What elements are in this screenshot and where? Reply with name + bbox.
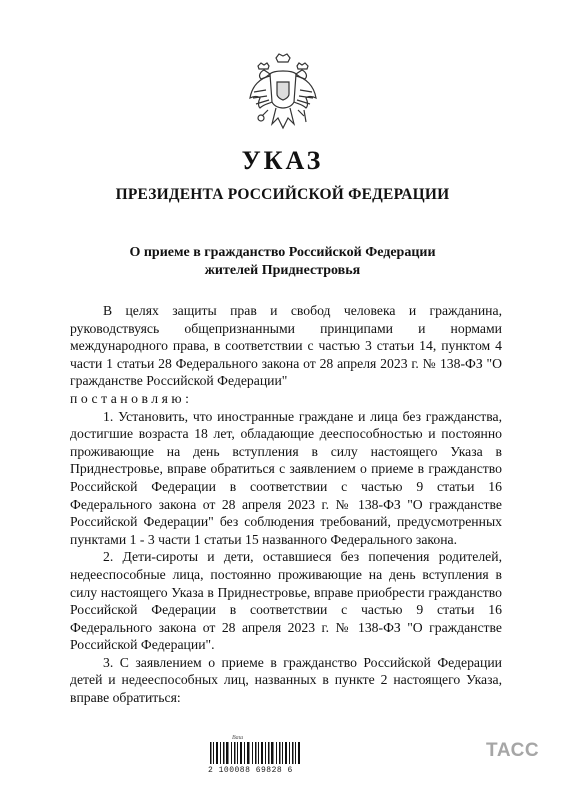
document-title: УКАЗ [241,146,324,175]
preamble-paragraph: В целях защиты прав и свобод человека и гражданина, руководствуясь общепризнанными принципами и нормами международного права, в соответствии с частью 3 статьи 14, пунктом 4 части 1 статьи 28 Федерального закона от 28 апреля 2023 г. № 138-ФЗ "О гражданстве Российской Федерации" [70,303,502,389]
barcode-number: 2 100088 69828 6 [208,766,293,775]
item-3-paragraph: 3. С заявлением о приеме в гражданство Российской Федерации детей и недееспособных лиц, названных в пункте 2 настоящего Указа, вправе обратиться: [70,654,502,706]
barcode-icon [210,742,302,764]
heading-line-2: жителей Приднестровья [204,263,361,278]
document-subtitle: ПРЕЗИДЕНТА РОССИЙСКОЙ ФЕДЕРАЦИИ [115,186,450,203]
tass-watermark: ТАСС [486,740,540,761]
item-1-paragraph: 1. Установить, что иностранные граждане и лица без гражданства, достигшие возраста 18 лет, обладающие дееспособностью и постоянно проживающие на день вступления в силу настоящего Указа в Приднестровье, вправе обратиться с заявлением о приеме в гражданство Российской Федерации в соответствии с частью 9 статьи 16 Федерального закона от 28 апреля 2023 г. № 138-ФЗ "О гражданстве Российской Федерации" без соблюдения требований, предусмотренных пунктами 1 - 3 части 1 статьи 15 названного Федерального закона. [70,408,502,547]
item-2-paragraph: 2. Дети-сироты и дети, оставшиеся без попечения родителей, недееспособные лица, постоянно проживающие на день вступления в силу настоящего Указа в Приднестровье, вправе приобрести гражданство Российской Федерации в соответствии с частью 9 статьи 16 Федерального закона от 28 апреля 2023 г. № 138-ФЗ "О гражданстве Российской Федерации". [70,549,502,653]
coat-of-arms-icon [246,52,320,134]
document-body [70,302,502,707]
decree-word: постановляю: [70,390,193,406]
heading-line-1: О приеме в гражданство Российской Федерации [129,245,436,260]
barcode-mark: Ваш [232,735,244,741]
document-heading [0,244,565,280]
